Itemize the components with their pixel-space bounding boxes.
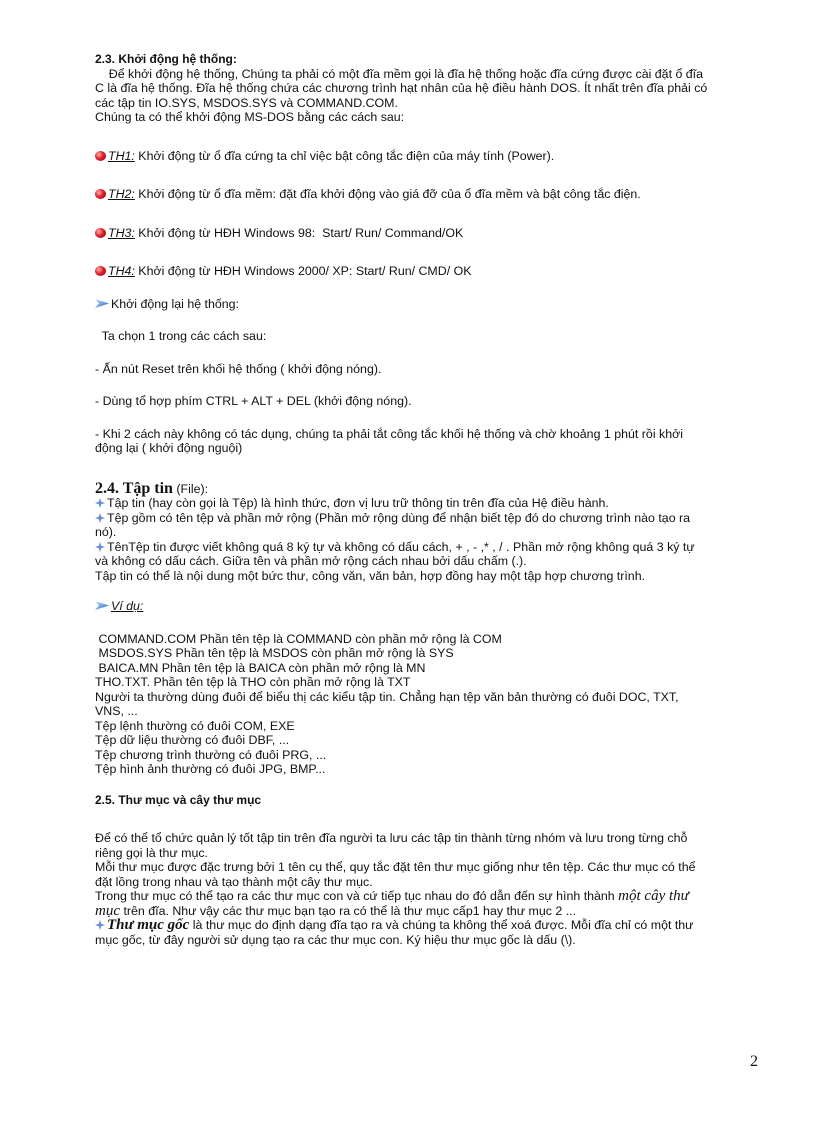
s25-p3-line-2: mục trên đĩa. Như vậy các thư mục bạn tạo ra có thể là thư mục cấp1 hay thư mục 2 ... <box>95 902 577 919</box>
diamond-bullet-icon <box>95 498 105 508</box>
s24-file-content-line: Tập tin có thể là nội dung một bức thư, công văn, văn bản, hợp đồng hay một tập hợp chương trình. <box>95 568 646 583</box>
example-line-1: COMMAND.COM Phần tên tệp là COMMAND còn phần mở rộng là COM <box>95 631 502 646</box>
s25-p3-line-1: Trong thư mục có thể tạo ra các thư mục con và cứ tiếp tục nhau do đó dẫn đến sự hình thành một cây thư <box>95 888 689 904</box>
red-ball-bullet-icon <box>95 228 106 238</box>
option-ctrl-alt-del: - Dùng tổ hợp phím CTRL + ALT + DEL (khởi động nóng). <box>95 394 412 408</box>
s23-paragraph-line-3: các tập tin IO.SYS, MSDOS.SYS và COMMAND.COM. <box>95 95 398 110</box>
s23-paragraph-line-2: C là đĩa hệ thống. Đĩa hệ thống chứa các chương trình hạt nhân của hệ điều hành DOS. Ít nhất trên đĩa phải có <box>95 81 708 95</box>
s25-p1-line-2: riêng gọi là thư mục. <box>95 845 208 860</box>
s23-paragraph-line-4: Chúng ta có thể khởi động MS-DOS bằng các cách sau: <box>95 110 405 124</box>
root-folder-line-2: mục gốc, từ đây người sử dụng tạo ra các thư mục con. Ký hiệu thư mục gốc là dấu (\). <box>95 932 576 947</box>
option-cold-boot-line-2: động lại ( khởi động nguội) <box>95 441 243 455</box>
s24-bullet-2: Tệp gồm có tên tệp và phần mở rộng (Phần mở rộng dùng để nhận biết tệp đó do chương trình nào tạo ra <box>95 511 760 526</box>
red-ball-bullet-icon <box>95 266 106 276</box>
document-page <box>95 52 760 947</box>
section-2-4-heading: 2.4. Tập tin (File): <box>95 479 209 497</box>
diamond-bullet-icon <box>95 513 105 523</box>
example-line-9: Tệp hình ảnh thường có đuôi JPG, BMP... <box>95 762 326 776</box>
s23-paragraph-line-1: Để khởi động hệ thống, Chúng ta phải có một đĩa mềm gọi là đĩa hệ thống hoặc đĩa cứng được cài đặt ổ đĩa <box>95 66 704 81</box>
example-line-3: BAICA.MN Phần tên tệp là BAICA còn phần mở rộng là MN <box>95 660 426 675</box>
page-number: 2 <box>750 1053 758 1070</box>
arrow-bullet-icon <box>95 600 109 611</box>
example-line-5-cont: VNS, ... <box>95 704 138 718</box>
diamond-bullet-icon <box>95 542 105 552</box>
example-line-7: Tệp dữ liệu thường có đuôi DBF, ... <box>95 733 290 747</box>
s25-p1-line-1: Để có thể tổ chức quản lý tốt tập tin trên đĩa người ta lưu các tập tin thành từng nhóm và lưu trong từng chỗ <box>95 831 688 845</box>
case-th2: TH2: Khởi động từ ổ đĩa mềm: đặt đĩa khởi động vào giá đỡ của ổ đĩa mềm và bật công tắc điện. <box>95 187 760 202</box>
restart-heading: Khởi động lại hệ thống: <box>95 297 760 312</box>
option-cold-boot-line-1: - Khi 2 cách này không có tác dụng, chúng ta phải tắt công tắc khối hệ thống và chờ khoảng 1 phút rồi khởi <box>95 426 683 441</box>
s24-bullet-2-cont: nó). <box>95 525 117 539</box>
s25-p2-line-1: Mỗi thư mục được đặc trưng bởi 1 tên cụ thể, quy tắc đặt tên thư mục giống như tên tệp. Các thư mục có thể <box>95 860 696 874</box>
red-ball-bullet-icon <box>95 151 106 161</box>
s24-bullet-3: TênTệp tin được viết không quá 8 ký tự và không có dấu cách, + , - ,* , / . Phần mở rộng không quá 3 ký tự <box>95 540 760 555</box>
section-2-5-heading: 2.5. Thư mục và cây thư mục <box>95 792 262 807</box>
example-line-2: MSDOS.SYS Phần tên tệp là MSDOS còn phần mở rộng là SYS <box>95 646 454 660</box>
s24-bullet-1: Tập tin (hay còn gọi là Tệp) là hình thức, đơn vị lưu trữ thông tin trên đĩa của Hệ điều hành. <box>95 496 760 511</box>
case-th4: TH4: Khởi động từ HĐH Windows 2000/ XP: Start/ Run/ CMD/ OK <box>95 264 760 279</box>
choose-line: Ta chọn 1 trong các cách sau: <box>95 329 267 343</box>
example-line-6: Tệp lệnh thường có đuôi COM, EXE <box>95 718 295 733</box>
root-folder-line-1: Thư mục gốc là thư mục do định dạng đĩa tạo ra và chúng ta không thể xoá được. Mỗi đĩa chỉ có một thư <box>95 918 760 933</box>
section-2-3-heading: 2.3. Khởi động hệ thống: <box>95 52 237 66</box>
arrow-bullet-icon <box>95 298 109 309</box>
diamond-bullet-icon <box>95 920 105 930</box>
s25-p2-line-2: đặt lồng trong nhau và tạo thành một cây thư mục. <box>95 874 373 889</box>
case-th3: TH3: Khởi động từ HĐH Windows 98: Start/ Run/ Command/OK <box>95 226 760 241</box>
s24-bullet-3-cont: và không có dấu cách. Giữa tên và phần mở rộng cách nhau bởi dấu chấm (.). <box>95 554 527 568</box>
option-reset: - Ấn nút Reset trên khối hệ thống ( khởi động nóng). <box>95 361 382 376</box>
red-ball-bullet-icon <box>95 189 106 199</box>
example-heading: Ví dụ: <box>95 599 760 614</box>
example-line-8: Tệp chương trình thường có đuôi PRG, ... <box>95 747 327 762</box>
example-line-5: Người ta thường dùng đuôi để biểu thị các kiểu tập tin. Chẳng hạn tệp văn bản thường có đuôi DOC, TXT, <box>95 689 679 704</box>
example-line-4: THO.TXT. Phần tên tệp là THO còn phần mở rộng là TXT <box>95 675 411 689</box>
case-th1: TH1: Khởi động từ ổ đĩa cứng ta chỉ việc bật công tắc điện của máy tính (Power). <box>95 149 760 164</box>
